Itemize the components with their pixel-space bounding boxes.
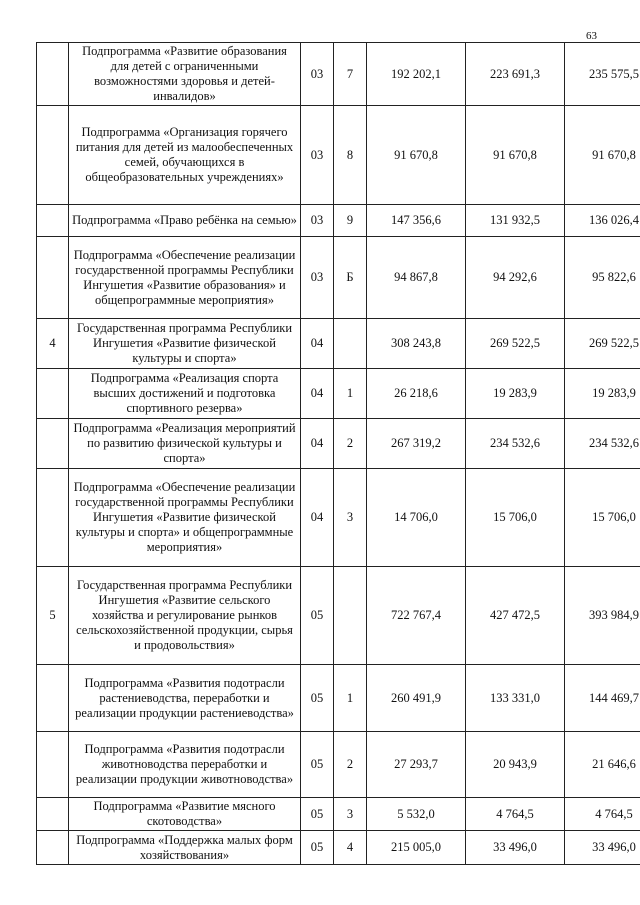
amount-year-2: 133 331,0	[466, 665, 565, 732]
amount-year-2: 94 292,6	[466, 237, 565, 319]
amount-year-2: 33 496,0	[466, 831, 565, 865]
amount-year-3: 21 646,6	[565, 732, 640, 798]
program-name: Подпрограмма «Реализация мероприятий по развитию физической культуры и спорта»	[69, 419, 301, 469]
amount-year-3: 136 026,4	[565, 205, 640, 237]
program-name: Подпрограмма «Обеспечение реализации государственной программы Республики Ингушетия «Развитие образования» и общепрограммные мероприятия»	[69, 237, 301, 319]
table-row	[37, 319, 640, 369]
program-code: 03	[301, 106, 334, 205]
program-code: 05	[301, 798, 334, 831]
program-code: 03	[301, 43, 334, 106]
subprogram-code	[334, 319, 367, 369]
amount-year-2: 427 472,5	[466, 567, 565, 665]
table-row	[37, 43, 640, 106]
table-row	[37, 205, 640, 237]
program-code: 05	[301, 831, 334, 865]
program-code: 05	[301, 567, 334, 665]
budget-table	[36, 42, 640, 865]
amount-year-3: 144 469,7	[565, 665, 640, 732]
subprogram-code: 2	[334, 419, 367, 469]
program-name: Подпрограмма «Развитие образования для детей с ограниченными возможностями здоровья и детей-инвалидов»	[69, 43, 301, 106]
subprogram-code: 2	[334, 732, 367, 798]
amount-year-1: 14 706,0	[367, 469, 466, 567]
amount-year-2: 223 691,3	[466, 43, 565, 106]
amount-year-1: 26 218,6	[367, 369, 466, 419]
row-number	[37, 205, 69, 237]
amount-year-1: 147 356,6	[367, 205, 466, 237]
amount-year-3: 234 532,6	[565, 419, 640, 469]
amount-year-2: 19 283,9	[466, 369, 565, 419]
subprogram-code	[334, 567, 367, 665]
amount-year-1: 215 005,0	[367, 831, 466, 865]
amount-year-1: 308 243,8	[367, 319, 466, 369]
subprogram-code: 9	[334, 205, 367, 237]
amount-year-3: 95 822,6	[565, 237, 640, 319]
program-name: Подпрограмма «Право ребёнка на семью»	[69, 205, 301, 237]
program-name: Подпрограмма «Развитие мясного скотоводства»	[69, 798, 301, 831]
program-name: Подпрограмма «Реализация спорта высших достижений и подготовка спортивного резерва»	[69, 369, 301, 419]
amount-year-2: 4 764,5	[466, 798, 565, 831]
table-row	[37, 732, 640, 798]
amount-year-1: 91 670,8	[367, 106, 466, 205]
program-name: Подпрограмма «Развития подотрасли растениеводства, переработки и реализации продукции растениеводства»	[69, 665, 301, 732]
table-row	[37, 106, 640, 205]
amount-year-3: 4 764,5	[565, 798, 640, 831]
table-row	[37, 831, 640, 865]
program-code: 05	[301, 665, 334, 732]
program-name: Государственная программа Республики Ингушетия «Развитие физической культуры и спорта»	[69, 319, 301, 369]
amount-year-1: 27 293,7	[367, 732, 466, 798]
table-row	[37, 369, 640, 419]
row-number: 5	[37, 567, 69, 665]
table-row	[37, 469, 640, 567]
program-name: Подпрограмма «Организация горячего питания для детей из малообеспеченных семей, обучающихся в общеобразовательных учреждениях»	[69, 106, 301, 205]
subprogram-code: 1	[334, 665, 367, 732]
row-number	[37, 665, 69, 732]
amount-year-2: 15 706,0	[466, 469, 565, 567]
row-number	[37, 798, 69, 831]
amount-year-3: 235 575,5	[565, 43, 640, 106]
subprogram-code: 3	[334, 798, 367, 831]
amount-year-2: 269 522,5	[466, 319, 565, 369]
amount-year-2: 131 932,5	[466, 205, 565, 237]
amount-year-2: 234 532,6	[466, 419, 565, 469]
row-number	[37, 369, 69, 419]
program-name: Подпрограмма «Поддержка малых форм хозяйствования»	[69, 831, 301, 865]
amount-year-2: 20 943,9	[466, 732, 565, 798]
amount-year-2: 91 670,8	[466, 106, 565, 205]
amount-year-1: 192 202,1	[367, 43, 466, 106]
program-code: 04	[301, 469, 334, 567]
amount-year-3: 269 522,5	[565, 319, 640, 369]
program-code: 03	[301, 205, 334, 237]
table-row	[37, 237, 640, 319]
program-name: Подпрограмма «Обеспечение реализации государственной программы Республики Ингушетия «Развитие физической культуры и спорта» и общепрограммные мероприятия»	[69, 469, 301, 567]
table-row	[37, 567, 640, 665]
page-number: 63	[586, 30, 597, 42]
amount-year-1: 260 491,9	[367, 665, 466, 732]
amount-year-1: 722 767,4	[367, 567, 466, 665]
table-row	[37, 419, 640, 469]
program-code: 03	[301, 237, 334, 319]
table-row	[37, 665, 640, 732]
row-number	[37, 419, 69, 469]
program-code: 04	[301, 419, 334, 469]
row-number	[37, 831, 69, 865]
row-number: 4	[37, 319, 69, 369]
row-number	[37, 237, 69, 319]
amount-year-1: 5 532,0	[367, 798, 466, 831]
amount-year-3: 393 984,9	[565, 567, 640, 665]
amount-year-1: 267 319,2	[367, 419, 466, 469]
amount-year-3: 91 670,8	[565, 106, 640, 205]
row-number	[37, 732, 69, 798]
subprogram-code: 7	[334, 43, 367, 106]
subprogram-code: Б	[334, 237, 367, 319]
subprogram-code: 4	[334, 831, 367, 865]
amount-year-1: 94 867,8	[367, 237, 466, 319]
program-name: Государственная программа Республики Ингушетия «Развитие сельского хозяйства и регулирование рынков сельскохозяйственной продукции, сырья и продовольствия»	[69, 567, 301, 665]
subprogram-code: 8	[334, 106, 367, 205]
row-number	[37, 469, 69, 567]
amount-year-3: 15 706,0	[565, 469, 640, 567]
row-number	[37, 106, 69, 205]
program-code: 05	[301, 732, 334, 798]
subprogram-code: 3	[334, 469, 367, 567]
amount-year-3: 33 496,0	[565, 831, 640, 865]
table-row	[37, 798, 640, 831]
amount-year-3: 19 283,9	[565, 369, 640, 419]
row-number	[37, 43, 69, 106]
program-name: Подпрограмма «Развития подотрасли животноводства переработки и реализации продукции животноводства»	[69, 732, 301, 798]
program-code: 04	[301, 369, 334, 419]
program-code: 04	[301, 319, 334, 369]
subprogram-code: 1	[334, 369, 367, 419]
